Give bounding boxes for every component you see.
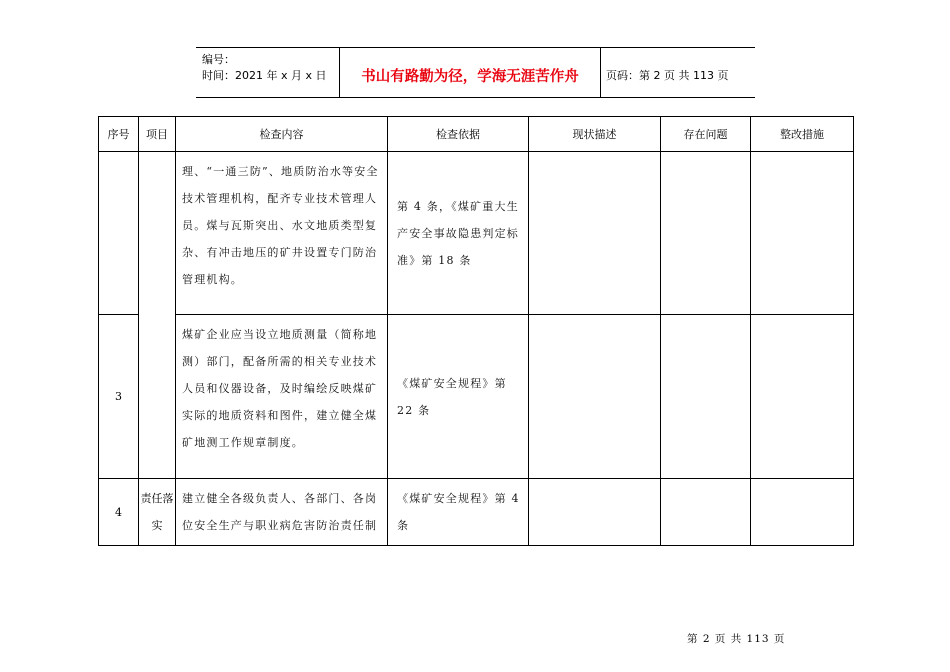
inspection-table xyxy=(98,116,854,546)
cell-problem xyxy=(661,479,751,546)
cell-measure xyxy=(751,152,854,315)
col-header-no: 序号 xyxy=(99,117,139,152)
page-footer: 第 2 页 共 113 页 xyxy=(687,633,786,645)
col-header-project: 项目 xyxy=(139,117,176,152)
cell-status xyxy=(529,315,661,479)
cell-basis: 《煤矿安全规程》第 4 条 xyxy=(388,479,529,546)
col-header-basis: 检查依据 xyxy=(388,117,529,152)
code-label: 编号： xyxy=(202,53,235,66)
header-motto xyxy=(340,48,601,97)
cell-project: 责任落实 xyxy=(139,479,176,546)
cell-basis: 第 4 条，《煤矿重大生产安全事故隐患判定标准》第 18 条 xyxy=(388,152,529,315)
cell-no xyxy=(99,152,139,315)
cell-content: 煤矿企业应当设立地质测量（简称地测）部门，配备所需的相关专业技术人员和仪器设备，及时编绘反映煤矿实际的地质资料和图件，建立健全煤矿地测工作规章制度。 xyxy=(176,315,388,479)
cell-problem xyxy=(661,152,751,315)
table-row xyxy=(99,479,854,546)
header-page xyxy=(601,48,755,97)
col-header-problem: 存在问题 xyxy=(661,117,751,152)
cell-measure xyxy=(751,479,854,546)
page-label: 页码：第 2 页 共 113 页 xyxy=(606,69,729,82)
cell-project xyxy=(139,152,176,479)
motto-text: 书山有路勤为径，学海无涯苦作舟 xyxy=(361,69,579,85)
cell-no: 3 xyxy=(99,315,139,479)
cell-status xyxy=(529,152,661,315)
cell-measure xyxy=(751,315,854,479)
time-label: 时间：2021 年 x 月 x 日 xyxy=(202,69,327,82)
table-row xyxy=(99,315,854,479)
col-header-content: 检查内容 xyxy=(176,117,388,152)
col-header-status: 现状描述 xyxy=(529,117,661,152)
cell-content: 建立健全各级负责人、各部门、各岗位安全生产与职业病危害防治责任制 xyxy=(176,479,388,546)
col-header-measure: 整改措施 xyxy=(751,117,854,152)
table-header-row xyxy=(99,117,854,152)
cell-problem xyxy=(661,315,751,479)
page-header xyxy=(196,47,755,98)
table-row xyxy=(99,152,854,315)
cell-status xyxy=(529,479,661,546)
cell-no: 4 xyxy=(99,479,139,546)
header-meta xyxy=(196,48,340,97)
cell-basis: 《煤矿安全规程》第 22 条 xyxy=(388,315,529,479)
cell-content: 理、“一通三防”、地质防治水等安全技术管理机构，配齐专业技术管理人员。煤与瓦斯突出、水文地质类型复杂、有冲击地压的矿井设置专门防治管理机构。 xyxy=(176,152,388,315)
